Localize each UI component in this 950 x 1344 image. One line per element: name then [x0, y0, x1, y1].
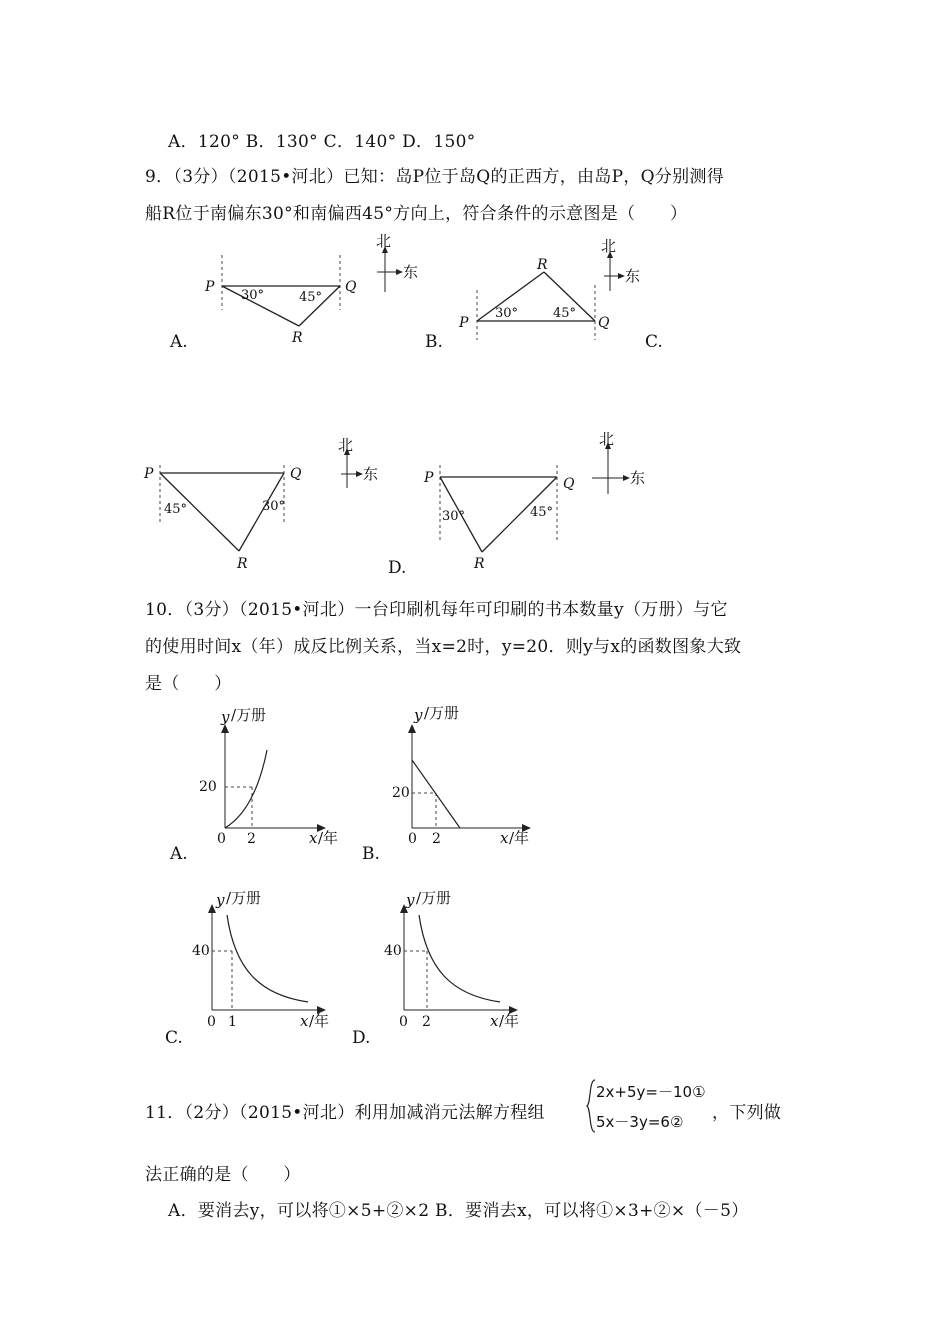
svg-text:y: y: [216, 891, 225, 909]
q10-option-b[interactable]: B.: [362, 844, 380, 864]
svg-text:/万册: /万册: [226, 889, 262, 907]
angle-30: 30°: [442, 509, 466, 524]
svg-text:北: 北: [599, 430, 615, 448]
angle-30: 30°: [241, 288, 265, 303]
svg-text:40: 40: [192, 943, 210, 959]
q11-stem-line1: 11．（2分）（2015•河北）利用加减消元法解方程组: [145, 1103, 545, 1123]
svg-text:0: 0: [408, 831, 417, 847]
east-label: 东: [403, 263, 419, 281]
equation-2: 5x－3y=6②: [596, 1113, 684, 1131]
label-q: Q: [345, 279, 357, 295]
svg-text:20: 20: [392, 785, 410, 801]
label-r: R: [474, 556, 485, 572]
angle-30: 30°: [262, 499, 286, 514]
svg-text:x: x: [500, 829, 509, 847]
svg-text:0: 0: [207, 1014, 216, 1030]
svg-text:0: 0: [399, 1014, 408, 1030]
q9-figure-d: [420, 430, 660, 575]
svg-text:北: 北: [601, 237, 617, 255]
q10-stem-line1: 10．（3分）（2015•河北）一台印刷机每年可印刷的书本数量y（万册）与它: [145, 600, 728, 620]
svg-text:y: y: [414, 706, 423, 724]
svg-text:/万册: /万册: [231, 706, 267, 724]
svg-text:x: x: [309, 829, 318, 847]
svg-text:2: 2: [422, 1014, 431, 1030]
label-p: P: [205, 279, 215, 295]
angle-30: 30°: [495, 306, 519, 321]
svg-text:/年: /年: [509, 829, 530, 847]
svg-text:40: 40: [384, 943, 402, 959]
q9-option-a[interactable]: A.: [170, 332, 188, 352]
angle-45: 45°: [299, 290, 323, 305]
q11-options: A．要消去y，可以将①×5+②×2 B．要消去x，可以将①×3+②×（－5）: [168, 1201, 749, 1221]
q9-stem-line1: 9．（3分）（2015•河北）已知：岛P位于岛Q的正西方，由岛P，Q分别测得: [145, 167, 725, 187]
compass: [601, 237, 640, 291]
q9-option-c[interactable]: C.: [645, 332, 663, 352]
label-q: Q: [290, 466, 302, 482]
q9-figure-b: [455, 235, 655, 345]
q10-graph-c: [190, 885, 350, 1035]
angle-45: 45°: [553, 306, 577, 321]
q10-stem-line2: 的使用时间x（年）成反比例关系，当x=2时，y=20．则y与x的函数图象大致: [145, 637, 742, 657]
label-q: Q: [563, 476, 575, 492]
svg-text:y: y: [406, 891, 415, 909]
north-label: 北: [376, 232, 392, 250]
equation-1: 2x+5y=－10①: [596, 1083, 706, 1101]
compass: [376, 232, 418, 292]
compass: [592, 430, 645, 494]
svg-text:0: 0: [217, 831, 226, 847]
svg-text:东: 东: [363, 465, 379, 483]
svg-text:/年: /年: [309, 1012, 330, 1030]
label-r: R: [537, 257, 548, 273]
svg-text:东: 东: [625, 267, 641, 285]
q10-stem-line3: 是（ ）: [145, 674, 232, 694]
svg-text:2: 2: [247, 831, 256, 847]
equation-brace: [586, 1079, 596, 1133]
q11-stem-line2: 法正确的是（ ）: [145, 1165, 301, 1185]
label-p: P: [459, 315, 469, 331]
q10-option-d[interactable]: D.: [352, 1028, 371, 1048]
q9-figure-c: [140, 430, 390, 575]
svg-text:/万册: /万册: [416, 889, 452, 907]
curve: [227, 915, 308, 1002]
svg-text:/年: /年: [499, 1012, 520, 1030]
curve: [419, 915, 500, 1002]
q11-stem-line1-tail: ，下列做: [712, 1103, 782, 1123]
q9-stem-line2: 船R位于南偏东30°和南偏西45°方向上，符合条件的示意图是（ ）: [145, 204, 688, 224]
svg-text:/万册: /万册: [424, 704, 460, 722]
q8-options: A．120° B．130° C．140° D．150°: [168, 132, 476, 152]
svg-text:20: 20: [199, 779, 217, 795]
label-q: Q: [598, 315, 610, 331]
label-p: P: [424, 470, 434, 486]
angle-45: 45°: [530, 505, 554, 520]
compass: [338, 436, 378, 488]
angle-45: 45°: [164, 502, 188, 517]
q10-graph-d: [382, 885, 542, 1035]
q9-option-b[interactable]: B.: [425, 332, 443, 352]
svg-text:1: 1: [228, 1014, 237, 1030]
svg-text:y: y: [221, 708, 230, 726]
label-p: P: [144, 466, 154, 482]
svg-text:2: 2: [432, 831, 441, 847]
q9-figure-a: [195, 232, 435, 350]
svg-text:x: x: [300, 1012, 309, 1030]
q9-option-d[interactable]: D.: [388, 558, 407, 578]
label-r: R: [292, 330, 303, 346]
svg-text:/年: /年: [318, 829, 339, 847]
q10-graph-a: [185, 700, 355, 850]
q10-option-c[interactable]: C.: [165, 1028, 183, 1048]
svg-text:x: x: [490, 1012, 499, 1030]
curve: [225, 750, 267, 828]
q10-option-a[interactable]: A.: [170, 844, 188, 864]
svg-text:北: 北: [338, 436, 354, 454]
svg-text:东: 东: [630, 469, 646, 487]
label-r: R: [237, 556, 248, 572]
q10-graph-b: [390, 700, 560, 850]
